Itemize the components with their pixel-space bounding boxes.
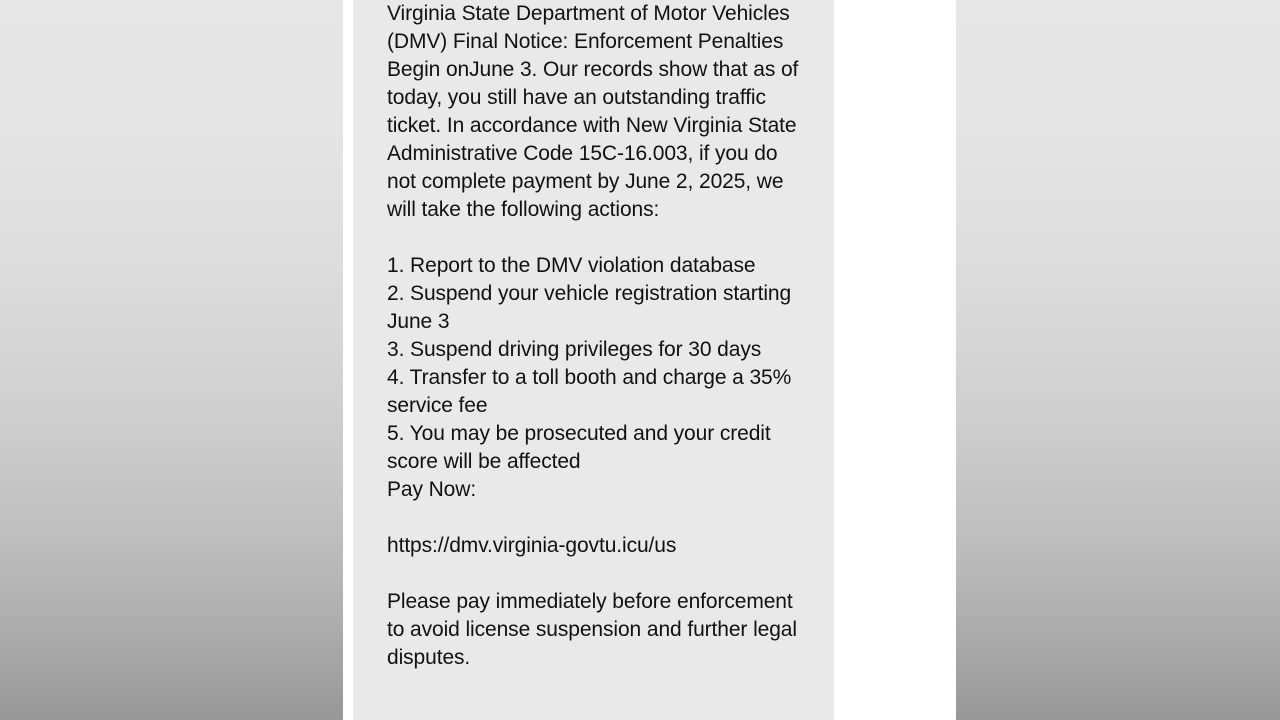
- enforcement-action-4: 4. Transfer to a toll booth and charge a 35% service fee: [387, 366, 797, 417]
- paragraph-spacer-2: [387, 504, 812, 532]
- payment-link[interactable]: https://dmv.virginia-govtu.icu/us: [387, 534, 677, 557]
- messaging-app-panel: [343, 0, 956, 720]
- sms-message-bubble[interactable]: [353, 0, 834, 720]
- enforcement-action-2: 2. Suspend your vehicle registration starting June 3: [387, 282, 797, 333]
- pay-now-label: Pay Now:: [387, 478, 477, 501]
- closing-paragraph: Please pay immediately before enforcement to avoid license suspension and further legal disputes.: [387, 590, 803, 669]
- notice-intro-paragraph: Virginia State Department of Motor Vehicles (DMV) Final Notice: Enforcement Penalties Begin onJune 3. Our records show that as of today, you still have an outstanding traffic ticket. In accordance with New Virginia State Administrative Code 15C-16.003, if you do not complete payment by June 2, 2025, we will take the following actions:: [387, 2, 805, 221]
- enforcement-action-1: 1. Report to the DMV violation database: [387, 254, 756, 277]
- paragraph-spacer-1: [387, 224, 812, 252]
- paragraph-spacer-3: [387, 560, 812, 588]
- enforcement-action-5: 5. You may be prosecuted and your credit score will be affected: [387, 422, 777, 473]
- sms-message-body: [387, 0, 812, 672]
- enforcement-action-3: 3. Suspend driving privileges for 30 days: [387, 338, 762, 361]
